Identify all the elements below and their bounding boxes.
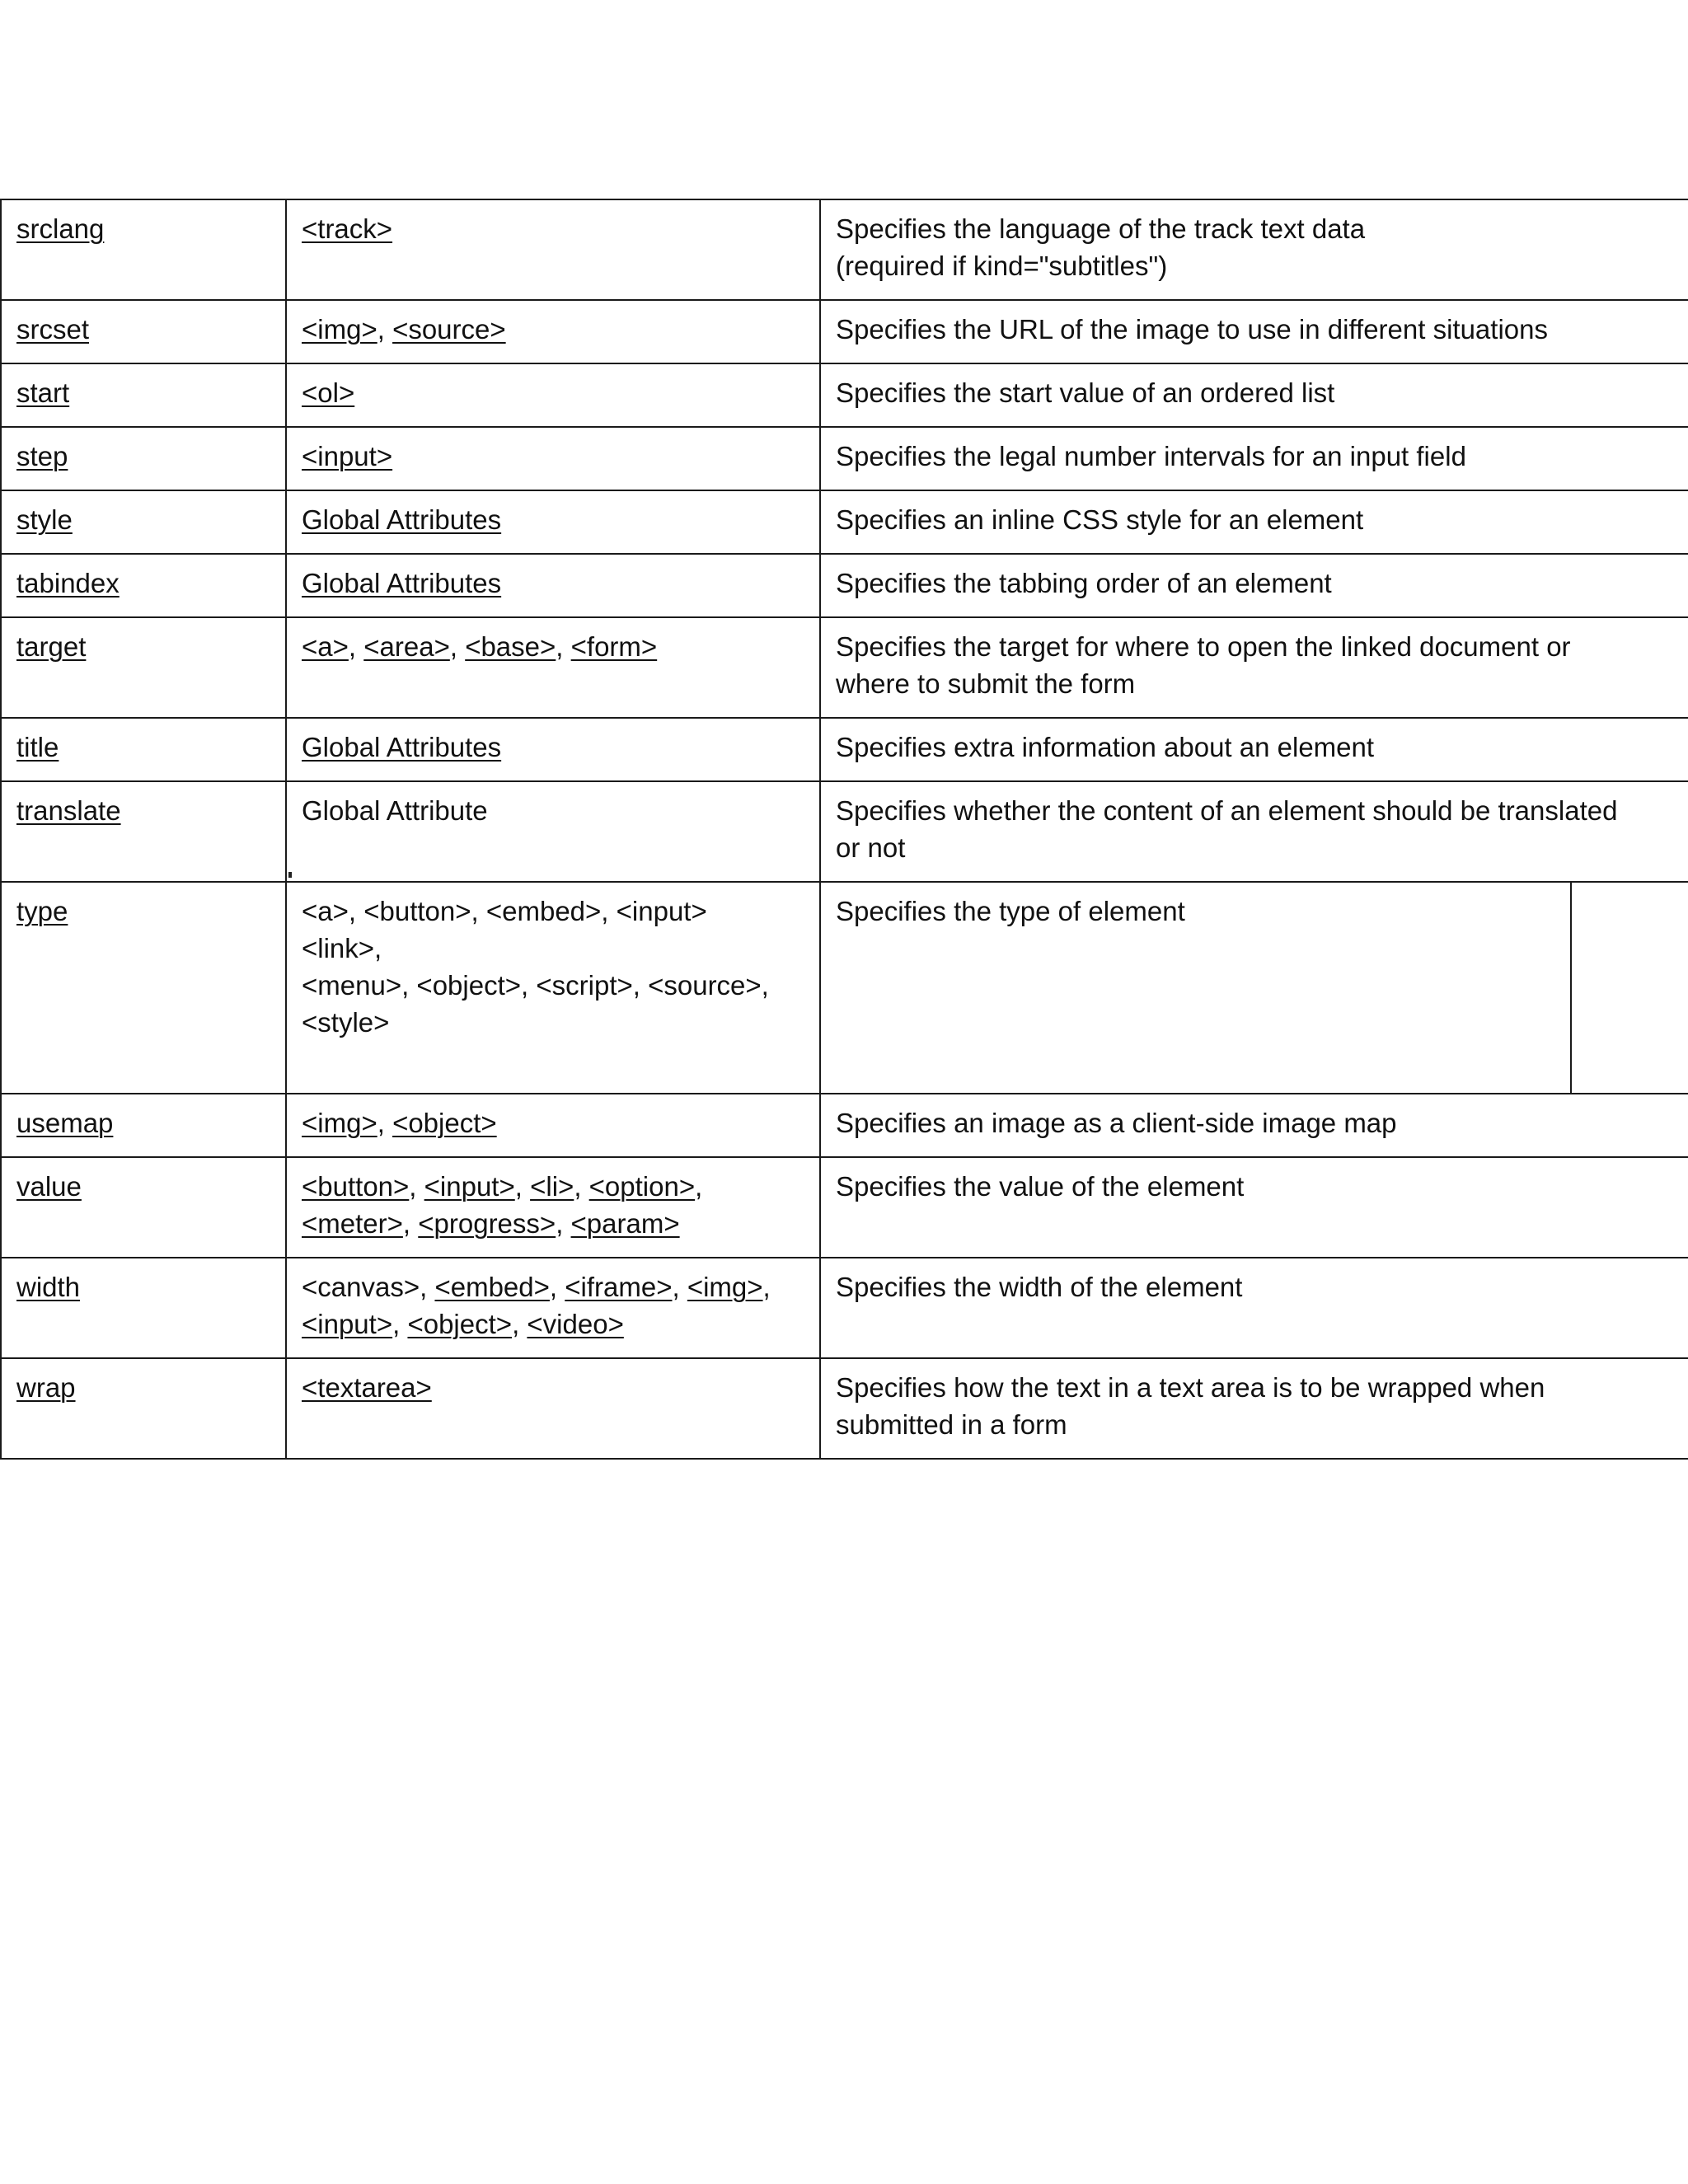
elements-line [302,501,806,538]
elements-cell [286,1157,820,1258]
description-cell [820,1094,1688,1157]
description-cell [820,300,1688,363]
element-link[interactable]: <option> [588,1171,696,1202]
elements-cell [286,1094,820,1157]
separator: , [514,1171,531,1202]
description-cell [820,199,1688,300]
element-link[interactable]: <img> [302,314,377,344]
element-link[interactable]: <source> [392,314,506,344]
attribute-link[interactable]: translate [16,795,121,826]
elements-cell [286,1258,820,1358]
elements-cell [286,1358,820,1459]
elements-cell [286,199,820,300]
table-row [1,300,1688,363]
element-link[interactable]: <meter> [302,1208,403,1239]
table-row [1,490,1688,554]
element-link[interactable]: <input> [302,1309,393,1339]
element-link[interactable]: <a> [302,631,349,662]
elements-text: <link>, [302,933,382,963]
elements-line [302,1104,806,1141]
elements-cell [286,617,820,718]
element-link[interactable]: <input> [424,1171,515,1202]
elements-line [302,1268,806,1305]
element-text: <canvas>, [302,1272,435,1302]
description-cell [820,554,1688,617]
elements-text: <style> [302,1007,390,1038]
element-link[interactable]: <video> [527,1309,624,1339]
table-row [1,554,1688,617]
element-link[interactable]: <progress> [418,1208,556,1239]
elements-cell [286,427,820,490]
description-text: submitted in a form [836,1409,1067,1440]
table-row [1,882,1688,1094]
elements-line [302,628,806,665]
element-link[interactable]: <img> [687,1272,763,1302]
description-cell [820,718,1688,781]
elements-cell [286,554,820,617]
element-text: , [762,1272,771,1302]
separator: , [556,1208,571,1239]
description-cell [820,1358,1688,1459]
description-text: Specifies the language of the track text data [836,213,1366,244]
attribute-link[interactable]: type [16,896,68,926]
elements-line [302,374,806,411]
attribute-link[interactable]: start [16,377,70,408]
attribute-cell [1,554,286,617]
description-text: Specifies an image as a client-side image map [836,1108,1397,1138]
elements-line [302,565,806,602]
description-cell [820,1157,1688,1258]
separator: , [377,1108,393,1138]
attribute-cell [1,882,286,1094]
description-text: Specifies the target for where to open the linked document or [836,631,1571,662]
separator: , [348,631,364,662]
separator: , [402,1208,419,1239]
separator: , [377,314,393,344]
description-text: Specifies the tabbing order of an element [836,568,1332,598]
attribute-cell [1,199,286,300]
table-row [1,363,1688,427]
description-text: Specifies the value of the element [836,1171,1245,1202]
description-text: Specifies the legal number intervals for an input field [836,441,1466,471]
elements-cell [286,300,820,363]
element-text: , [392,1309,408,1339]
separator: , [695,1171,703,1202]
elements-cell [286,718,820,781]
attribute-link[interactable]: usemap [16,1108,114,1138]
attribute-cell [1,781,286,882]
element-link[interactable]: <input> [302,441,393,471]
description-cell [820,490,1688,554]
element-link[interactable]: Global Attributes [302,568,502,598]
element-link[interactable]: <object> [392,1108,497,1138]
element-link[interactable]: <img> [302,1108,377,1138]
description-text: where to submit the form [836,668,1136,699]
description-text: Specifies an inline CSS style for an element [836,504,1364,535]
element-link[interactable]: <object> [407,1309,513,1339]
attribute-cell [1,617,286,718]
table-row [1,427,1688,490]
description-cell [820,363,1688,427]
attribute-link[interactable]: style [16,504,73,535]
element-link[interactable]: <param> [570,1208,680,1239]
elements-line [302,1168,806,1205]
element-link[interactable]: <textarea> [302,1372,432,1403]
elements-cell [286,490,820,554]
element-text: , [672,1272,687,1302]
separator: , [556,631,571,662]
elements-line [302,1205,806,1242]
attribute-cell [1,300,286,363]
attribute-link[interactable]: step [16,441,68,471]
attribute-link[interactable]: tabindex [16,568,120,598]
stray-mark [288,872,292,878]
attribute-cell [1,363,286,427]
attribute-cell [1,1258,286,1358]
attribute-cell [1,1157,286,1258]
element-link[interactable]: <li> [530,1171,574,1202]
element-link[interactable]: <ol> [302,377,355,408]
description-text: Specifies how the text in a text area is to be wrapped when [836,1372,1545,1403]
element-link[interactable]: <embed> [434,1272,550,1302]
attribute-link[interactable]: title [16,732,59,762]
description-cell [820,1258,1688,1358]
description-text: Specifies the start value of an ordered list [836,377,1335,408]
elements-line [302,1369,806,1406]
description-text: or not [836,832,906,863]
table-row [1,1358,1688,1459]
description-text: Specifies whether the content of an element should be translated [836,795,1618,826]
elements-line [302,1305,806,1343]
separator: , [449,631,466,662]
element-link[interactable]: <area> [363,631,450,662]
description-text: Specifies extra information about an element [836,732,1375,762]
attribute-link[interactable]: target [16,631,87,662]
description-cell [820,882,1688,1094]
elements-line [302,438,806,475]
attribute-cell [1,1358,286,1459]
cell-divider [1570,881,1572,1094]
attribute-link[interactable]: value [16,1171,82,1202]
elements-cell [286,781,820,882]
element-text: , [549,1272,565,1302]
table-row [1,718,1688,781]
separator: , [574,1171,589,1202]
table-row [1,199,1688,300]
elements-line [302,729,806,766]
attribute-link[interactable]: srclang [16,213,105,244]
element-link[interactable]: Global Attributes [302,732,502,762]
table-row [1,1094,1688,1157]
element-link[interactable]: <iframe> [565,1272,673,1302]
description-text: Specifies the width of the element [836,1272,1243,1302]
elements-line [302,311,806,348]
description-cell [820,781,1688,882]
table-row [1,617,1688,718]
table-row [1,781,1688,882]
element-link[interactable]: <track> [302,213,393,244]
description-cell [820,427,1688,490]
elements-text: Global Attribute [302,795,488,826]
attribute-cell [1,1094,286,1157]
table-row [1,1157,1688,1258]
elements-cell [286,363,820,427]
attribute-cell [1,490,286,554]
element-link[interactable]: <form> [570,631,658,662]
element-link[interactable]: Global Attributes [302,504,502,535]
elements-cell [286,882,820,1094]
element-link[interactable]: <base> [465,631,556,662]
table-row [1,1258,1688,1358]
description-text: Specifies the type of element [836,896,1185,926]
attribute-table-body [1,199,1688,1459]
attribute-link[interactable]: wrap [16,1372,76,1403]
elements-text: <a>, <button>, <embed>, <input> [302,896,707,926]
element-text: , [512,1309,528,1339]
attribute-cell [1,718,286,781]
description-text: (required if kind="subtitles") [836,251,1168,281]
elements-line [302,210,806,247]
separator: , [409,1171,424,1202]
description-text: Specifies the URL of the image to use in different situations [836,314,1548,344]
element-link[interactable]: <button> [302,1171,410,1202]
attribute-link[interactable]: srcset [16,314,90,344]
description-cell [820,617,1688,718]
attribute-table [0,199,1688,1460]
attribute-cell [1,427,286,490]
attribute-link[interactable]: width [16,1272,81,1302]
elements-text: <menu>, <object>, <script>, <source>, [302,970,769,1001]
